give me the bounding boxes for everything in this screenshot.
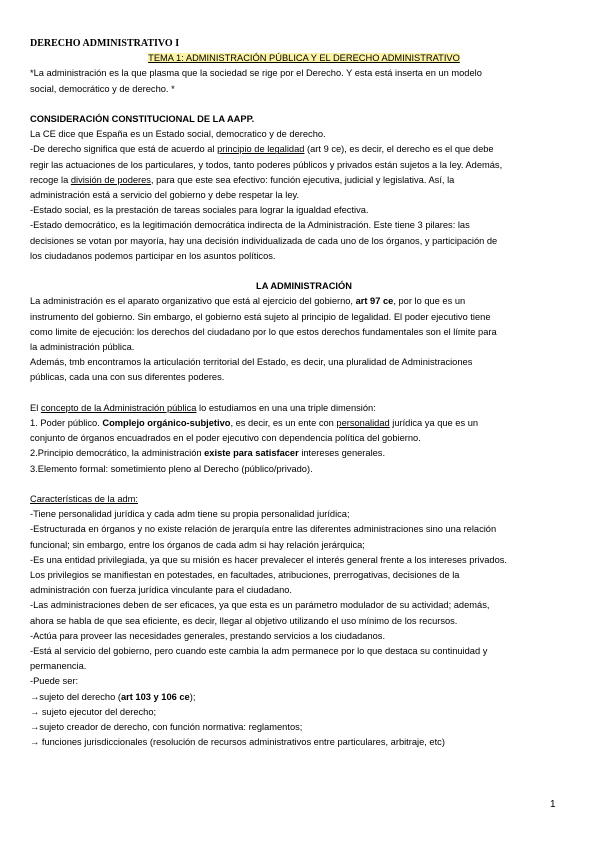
text-run: recoge la <box>30 174 71 185</box>
list-line: ahora se habla de que sea eficiente, es decir, llegar al objetivo utilizando el uso mínimo de los recursos. <box>30 615 458 626</box>
text-run: 1. Poder público. <box>30 418 103 429</box>
paragraph-line: regir las actuaciones de los particulares, y todos, tanto poderes públicos y privados están sujetos a la ley. Además, <box>30 159 503 170</box>
arrow-item: →sujeto creador de derecho, con función normativa: reglamentos; <box>30 722 303 733</box>
spacer <box>30 477 578 492</box>
spacer <box>30 97 578 112</box>
list-line: -Las administraciones deben de ser eficaces, ya que esta es un parámetro modulador de su actividad; además, <box>30 600 490 611</box>
text-run: ); <box>189 691 196 702</box>
arrow-item: → funciones jurisdiccionales (resolución de recursos administrativos entre particulares, arbitraje, etc) <box>30 737 445 748</box>
section-heading-consideracion: CONSIDERACIÓN CONSTITUCIONAL DE LA AAPP. <box>30 114 255 124</box>
section-heading-caracteristicas: Características de la adm: <box>30 494 138 505</box>
paragraph-line: los ciudadanos podemos participar en los asuntos políticos. <box>30 250 276 261</box>
list-line: -Actúa para proveer las necesidades generales, prestando servicios a los ciudadanos. <box>30 630 386 641</box>
bold-term: art 103 y 106 ce <box>120 691 190 702</box>
text-run: El <box>30 402 41 413</box>
list-line: Los privilegios se manifiestan en potestades, en facultades, atribuciones, prerrogativas, decisiones de la <box>30 570 460 581</box>
intro-line: *La administración es la que plasma que la sociedad se rige por el Derecho. Y esta está inserta en un modelo <box>30 68 482 79</box>
paragraph-line: como limite de ejecución: los derechos del ciudadano por lo que estos derechos fundamentales son el límite para <box>30 326 497 337</box>
paragraph-line <box>30 401 578 416</box>
paragraph-line: La CE dice que España es un Estado social, democratico y de derecho. <box>30 129 326 140</box>
list-line: permanencia. <box>30 661 87 672</box>
paragraph-line <box>30 173 578 188</box>
arrow-item: → sujeto ejecutor del derecho; <box>30 706 157 717</box>
text-run: , por lo que es un <box>393 296 466 307</box>
paragraph-line: -Estado social, es la prestación de tareas sociales para lograr la igualdad efectiva. <box>30 205 369 216</box>
list-line: -Puede ser: <box>30 676 79 687</box>
arrow-item <box>30 690 578 705</box>
document-title: DERECHO ADMINISTRATIVO I <box>30 38 180 49</box>
paragraph-line: públicas, cada una con sus diferentes poderes. <box>30 372 225 383</box>
bold-term: art 97 ce <box>355 296 394 307</box>
paragraph-line <box>30 416 578 431</box>
list-line: funcional; sin embargo, entre los órganos de cada adm si hay relación jerárquica; <box>30 539 365 550</box>
paragraph-line: 3.Elemento formal: sometimiento pleno al Derecho (público/privado). <box>30 463 313 474</box>
underlined-term: división de poderes <box>70 174 151 185</box>
list-line: -Está al servicio del gobierno, pero cuando este cambia la adm permanece por lo que destaca su continuidad y <box>30 646 488 657</box>
paragraph-line: administración está a servicio del gobierno y debe respetar la ley. <box>30 190 300 201</box>
list-line: -Tiene personalidad jurídica y cada adm tiene su propia personalidad jurídica; <box>30 509 350 520</box>
list-line: -Es una entidad privilegiada, ya que su misión es hacer prevalecer el interés general frente a los intereses privados. <box>30 554 507 565</box>
page-number: 1 <box>550 799 556 810</box>
list-line: -Estructurada en órganos y no existe relación de jerarquía entre las diferentes administraciones sino una relación <box>30 524 497 535</box>
tema-heading <box>30 51 578 66</box>
spacer <box>30 386 578 401</box>
paragraph-line: la administración pública. <box>30 342 135 353</box>
tema-heading-text: TEMA 1: ADMINISTRACIÓN PÚBLICA Y EL DERECHO ADMINISTRATIVO <box>148 53 460 64</box>
text-run: La administración es el aparato organizativo que está al ejercicio del gobierno, <box>30 296 356 307</box>
paragraph-line <box>30 142 578 157</box>
text-run: intereses generales. <box>298 448 386 459</box>
bold-term: Complejo orgánico-subjetivo <box>102 418 231 429</box>
intro-line: social, democrático y de derecho. * <box>30 83 175 94</box>
underlined-term: principio de legalidad <box>217 144 305 155</box>
section-heading-administracion: LA ADMINISTRACIÓN <box>256 281 352 292</box>
text-run: -De derecho significa que está de acuerdo al <box>30 144 218 155</box>
bold-term: existe para satisfacer <box>204 448 299 459</box>
text-run: 2.Principio democrático, la administración <box>30 448 205 459</box>
underlined-term: personalidad <box>336 418 390 429</box>
text-run: jurídica ya que es un <box>389 418 479 429</box>
paragraph-line: -Estado democrático, es la legitimación democrática indirecta de la Administración. Este tiene 3 pilares: las <box>30 220 470 231</box>
underlined-term: concepto de la Administración pública <box>40 402 197 413</box>
spacer <box>30 264 578 279</box>
paragraph-line: conjunto de órganos encuadrados en el poder ejecutivo con dependencia política del gobierno. <box>30 433 421 444</box>
text-run: , es decir, es un ente con <box>230 418 337 429</box>
paragraph-line: instrumento del gobierno. Sin embargo, el gobierno está sujeto al principio de legalidad. El poder ejecutivo tiene <box>30 311 491 322</box>
paragraph-line: decisiones se votan por mayoría, hay una decisión individualizada de cada uno de los órganos, y participación de <box>30 235 498 246</box>
text-run: →sujeto del derecho ( <box>30 691 121 702</box>
paragraph-line <box>30 294 578 309</box>
paragraph-line: Además, tmb encontramos la articulación territorial del Estado, es decir, una pluralidad de Administraciones <box>30 357 473 368</box>
page-content <box>30 36 578 750</box>
text-run: (art 9 ce), es decir, el derecho es el que debe <box>304 144 494 155</box>
text-run: , para que este sea efectivo: función ejecutiva, judicial y legislativa. Así, la <box>150 174 455 185</box>
paragraph-line <box>30 446 578 461</box>
list-line: administración con fuerza jurídica vinculante para el ciudadano. <box>30 585 293 596</box>
text-run: lo estudiamos en una una triple dimensión: <box>196 402 376 413</box>
